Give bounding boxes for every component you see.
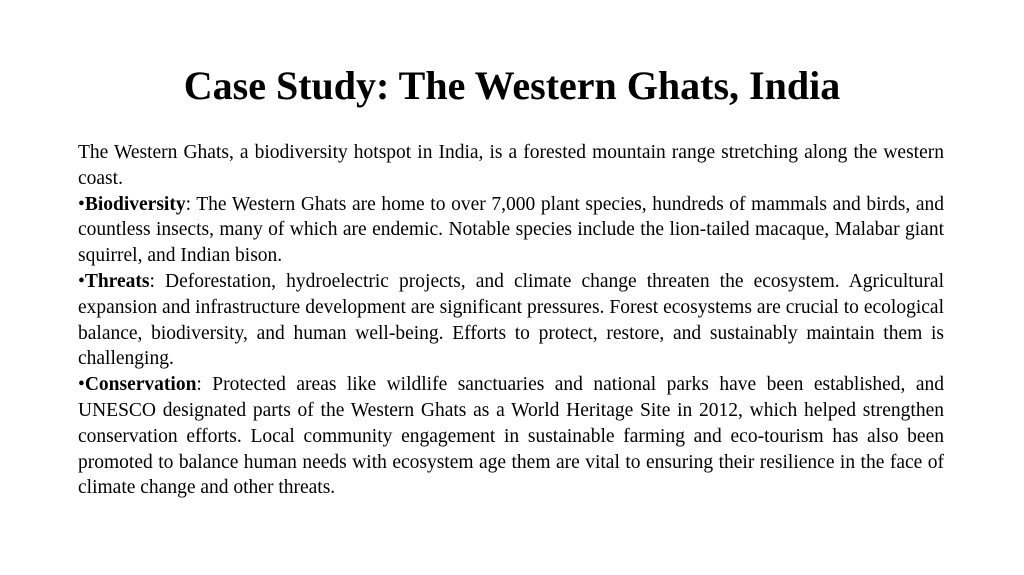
bullet-conservation xyxy=(78,372,944,501)
bullet-term-threats: Threats xyxy=(84,270,150,292)
bullet-text-conservation: : Protected areas like wildlife sanctuaries and national parks have been established, and UNESCO designated parts of the Western Ghats as a World Heritage Site in 2012, which helped strengthen conservation efforts. Local community engagement in sustainable farming and eco-tourism has also been promoted to balance human needs with ecosystem age them are vital to ensuring their resilience in the face of climate change and other threats. xyxy=(78,374,944,499)
intro-paragraph: The Western Ghats, a biodiversity hotspot in India, is a forested mountain range stretching along the western coast. xyxy=(78,142,944,189)
slide-body xyxy=(78,140,944,501)
bullet-marker: • xyxy=(78,270,85,292)
bullet-marker: • xyxy=(78,193,85,215)
bullet-term-biodiversity: Biodiversity xyxy=(84,193,186,215)
bullet-text-biodiversity: : The Western Ghats are home to over 7,000 plant species, hundreds of mammals and birds, and countless insects, many of which are endemic. Notable species include the lion-tailed macaque, Malabar giant squirrel, and Indian bison. xyxy=(78,193,944,267)
slide-title: Case Study: The Western Ghats, India xyxy=(183,63,841,108)
bullet-threats xyxy=(78,269,944,372)
bullet-marker: • xyxy=(78,374,85,396)
bullet-biodiversity xyxy=(78,192,944,269)
bullet-text-threats: : Deforestation, hydroelectric projects, and climate change threaten the ecosystem. Agricultural expansion and infrastructure development are significant pressures. Forest ecosystems are crucial to ecological balance, biodiversity, and human well-being. Efforts to protect, restore, and sustainably maintain them is challenging. xyxy=(78,270,944,370)
bullet-term-conservation: Conservation xyxy=(84,374,197,396)
